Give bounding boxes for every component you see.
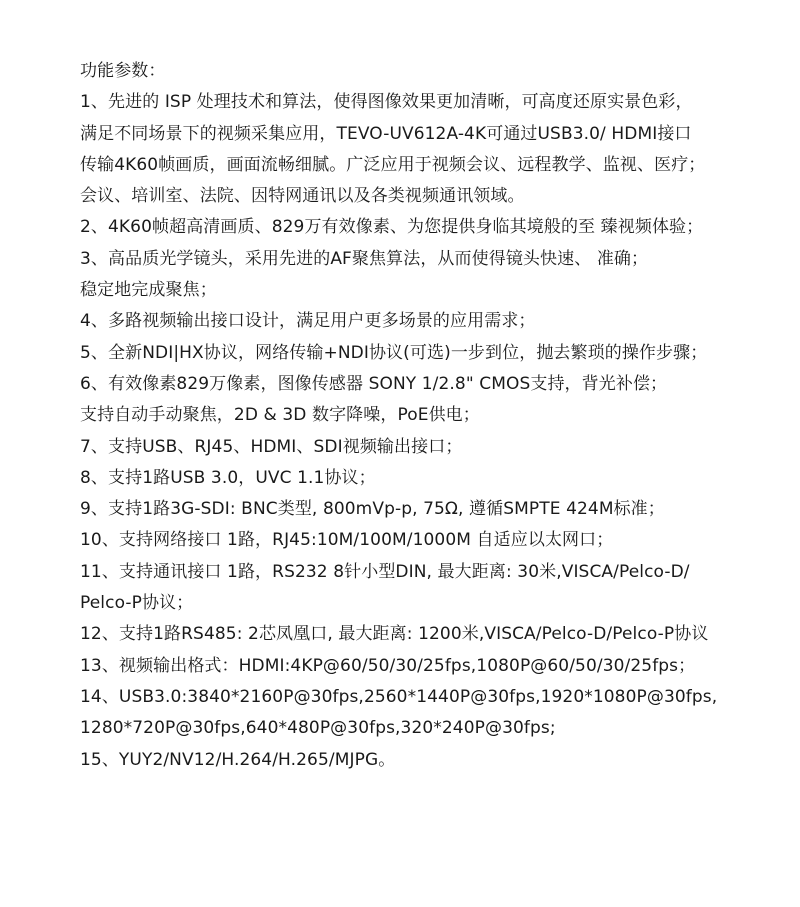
spec-line-8: 4、多路视频输出接口设计，满足用户更多场景的应用需求；: [80, 311, 536, 332]
spec-line-18: 12、支持1路RS485: 2芯凤凰口, 最大距离: 1200米,VISCA/Pelco-D/Pelco-P协议: [80, 624, 709, 645]
spec-line-7: 稳定地完成聚焦；: [80, 280, 217, 301]
spec-line-1: 1、先进的 ISP 处理技术和算法，使得图像效果更加清晰，可高度还原实景色彩，: [80, 92, 693, 113]
spec-line-21: 1280*720P@30fps,640*480P@30fps,320*240P@30fps;: [80, 718, 556, 739]
spec-line-4: 会议、培训室、法院、因特网通讯以及各类视频通讯领域。: [80, 186, 525, 207]
spec-line-5: 2、4K60帧超高清画质、829万有效像素、为您提供身临其境般的至 臻视频体验；: [80, 217, 704, 238]
spec-document: [80, 56, 780, 776]
spec-line-12: 7、支持USB、RJ45、HDMI、SDI视频输出接口；: [80, 436, 463, 457]
spec-line-17: Pelco-P协议；: [80, 593, 194, 614]
spec-line-13: 8、支持1路USB 3.0，UVC 1.1协议；: [80, 467, 376, 488]
spec-line-22: 15、YUY2/NV12/H.264/H.265/MJPG。: [80, 749, 396, 770]
spec-line-9: 5、全新NDI|HX协议，网络传输+NDI协议(可选)一步到位，抛去繁琐的操作步骤；: [80, 342, 708, 363]
spec-line-2: 满足不同场景下的视频采集应用，TEVO-UV612A-4K可通过USB3.0/ HDMI接口: [80, 123, 692, 144]
spec-line-19: 13、视频输出格式：HDMI:4KP@60/50/30/25fps,1080P@60/50/30/25fps；: [80, 655, 696, 676]
spec-line-16: 11、支持通讯接口 1路，RS232 8针小型DIN, 最大距离: 30米,VISCA/Pelco-D/: [80, 561, 690, 582]
spec-line-15: 10、支持网络接口 1路，RJ45:10M/100M/1000M 自适应以太网口；: [80, 530, 614, 551]
spec-line-10: 6、有效像素829万像素，图像传感器 SONY 1/2.8" CMOS支持，背光补偿；: [80, 373, 668, 394]
spec-line-3: 传输4K60帧画质，画面流畅细腻。广泛应用于视频会议、远程教学、监视、医疗；: [80, 154, 706, 175]
spec-line-6: 3、高品质光学镜头，采用先进的AF聚焦算法，从而使得镜头快速、 准确；: [80, 248, 649, 269]
spec-heading: 功能参数：: [80, 61, 166, 81]
spec-line-20: 14、USB3.0:3840*2160P@30fps,2560*1440P@30fps,1920*1080P@30fps,: [80, 686, 718, 707]
spec-line-11: 支持自动手动聚焦，2D & 3D 数字降噪，PoE供电；: [80, 405, 480, 426]
spec-line-14: 9、支持1路3G-SDI: BNC类型, 800mVp-p, 75Ω, 遵循SMPTE 424M标准；: [80, 499, 665, 520]
